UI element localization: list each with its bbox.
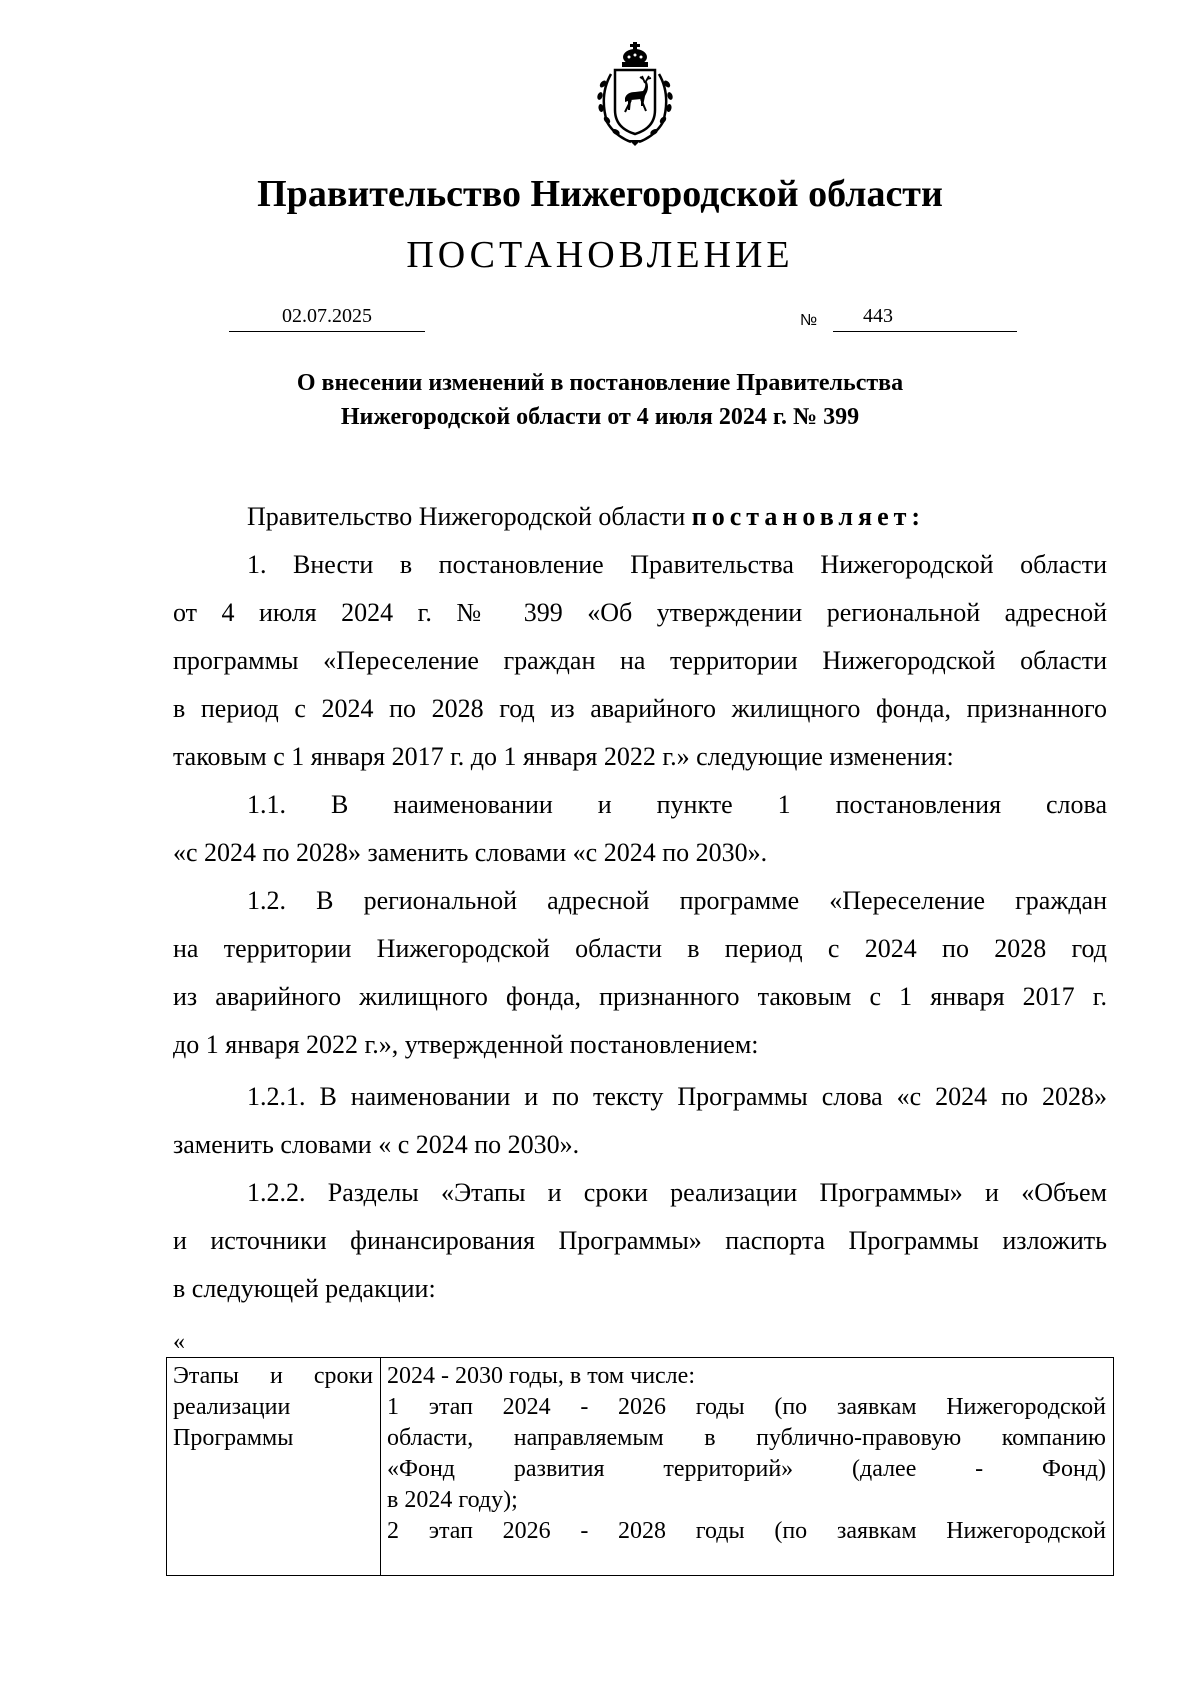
paragraph-line: и источники финансирования Программы» паспорта Программы изложить xyxy=(173,1226,1107,1255)
cell-line: реализации xyxy=(173,1394,291,1420)
cell-line: «Фонд развития территорий» (далее - Фонд) xyxy=(387,1456,1106,1482)
passport-table xyxy=(166,1357,1114,1576)
paragraph-1-2-2 xyxy=(173,1169,1107,1313)
document-type: ПОСТАНОВЛЕНИЕ xyxy=(406,234,794,276)
preamble-text: Правительство Нижегородской области xyxy=(247,502,686,531)
document-title xyxy=(0,366,1200,434)
paragraph-line: на территории Нижегородской области в период с 2024 по 2028 год xyxy=(173,934,1107,963)
paragraph-line: 1.1. В наименовании и пункте 1 постановления слова xyxy=(247,790,1107,819)
paragraph-line: 1.2.1. В наименовании и по тексту Программы слова «с 2024 по 2028» xyxy=(247,1082,1107,1111)
paragraph-line: в период с 2024 по 2028 год из аварийного жилищного фонда, признанного xyxy=(173,694,1107,723)
opening-quote: « xyxy=(173,1329,185,1355)
paragraph-line: заменить словами « с 2024 по 2030». xyxy=(173,1130,580,1159)
paragraph-1-1 xyxy=(173,781,1107,877)
paragraph-line: 1.2. В региональной адресной программе «Переселение граждан xyxy=(247,886,1107,915)
paragraph-line: 1.2.2. Разделы «Этапы и сроки реализации Программы» и «Объем xyxy=(247,1178,1107,1207)
paragraph-line: программы «Переселение граждан на территории Нижегородской области xyxy=(173,646,1107,675)
preamble-line xyxy=(173,493,1107,541)
preamble-emphasis: постановляет: xyxy=(691,502,926,531)
paragraph-line: от 4 июля 2024 г. № 399 «Об утверждении региональной адресной xyxy=(173,598,1107,627)
paragraph-line: таковым с 1 января 2017 г. до 1 января 2022 г.» следующие изменения: xyxy=(173,742,954,771)
table-row xyxy=(167,1358,1114,1576)
paragraph-line: «с 2024 по 2028» заменить словами «с 2024 по 2030». xyxy=(173,838,768,867)
cell-line: 2 этап 2026 - 2028 годы (по заявкам Нижегородской xyxy=(387,1518,1106,1544)
cell-line: области, направляемым в публично-правовую компанию xyxy=(387,1425,1106,1451)
paragraph-1-2-1 xyxy=(173,1073,1107,1169)
paragraph-line: из аварийного жилищного фонда, признанного таковым с 1 января 2017 г. xyxy=(173,982,1107,1011)
cell-line: Программы xyxy=(173,1425,294,1451)
cell-line: в 2024 году); xyxy=(387,1487,518,1513)
number-label: № xyxy=(800,312,818,329)
table-cell-value xyxy=(381,1358,1114,1576)
organization-name: Правительство Нижегородской области xyxy=(257,173,943,215)
table-cell-label xyxy=(167,1358,381,1576)
cell-line: 1 этап 2024 - 2026 годы (по заявкам Нижегородской xyxy=(387,1394,1106,1420)
paragraph-line: до 1 января 2022 г.», утвержденной постановлением: xyxy=(173,1030,759,1059)
title-line-1: О внесении изменений в постановление Правительства xyxy=(296,370,904,396)
coat-of-arms-icon xyxy=(585,40,685,148)
paragraph-1 xyxy=(173,541,1107,781)
title-line-2: Нижегородской области от 4 июля 2024 г. № 399 xyxy=(340,404,860,430)
document-date: 02.07.2025 xyxy=(229,301,425,332)
cell-line: 2024 - 2030 годы, в том числе: xyxy=(387,1363,695,1389)
paragraph-line: 1. Внести в постановление Правительства Нижегородской области xyxy=(247,550,1107,579)
paragraph-1-2 xyxy=(173,877,1107,1069)
document-number: 443 xyxy=(863,305,893,327)
document-number-field xyxy=(833,301,1017,332)
preamble xyxy=(173,493,1107,541)
paragraph-line: в следующей редакции: xyxy=(173,1274,436,1303)
cell-line: Этапы и сроки xyxy=(173,1363,373,1389)
